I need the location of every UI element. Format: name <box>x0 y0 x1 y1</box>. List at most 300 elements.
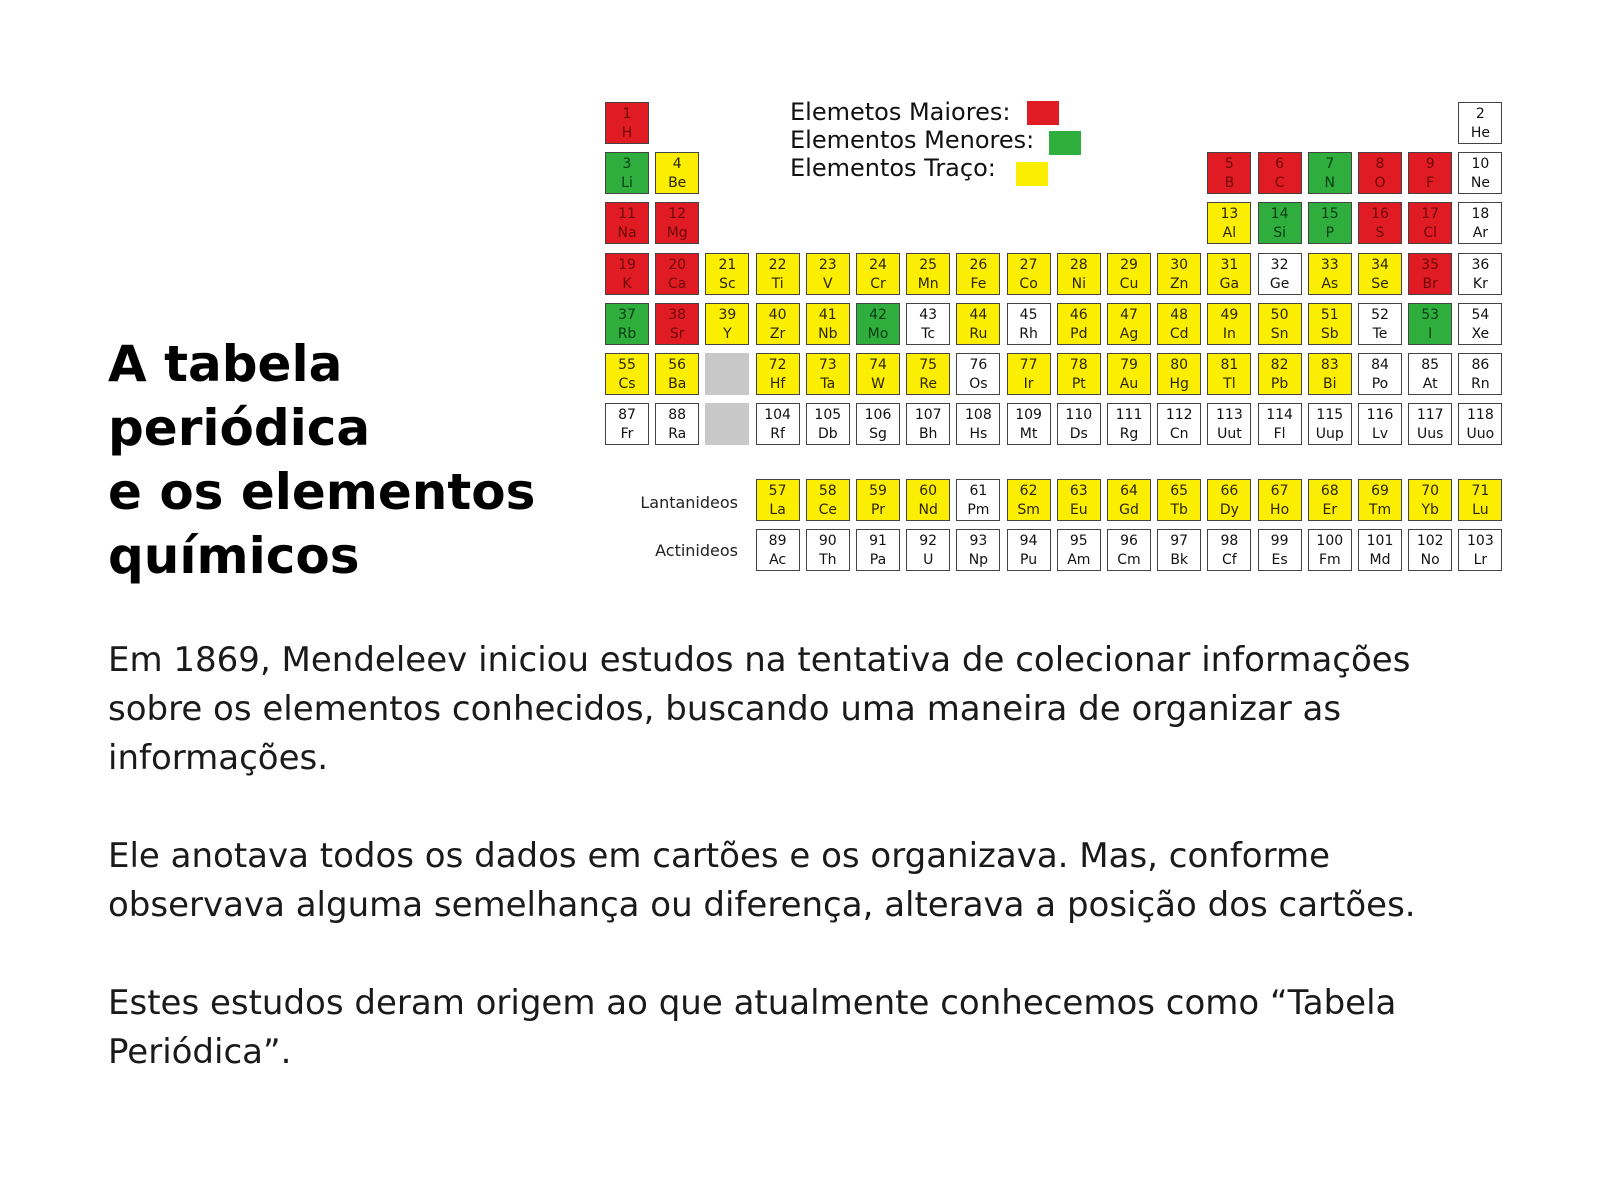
element-cell-dy <box>1207 479 1251 521</box>
element-symbol: Cd <box>1169 325 1189 342</box>
atomic-number: 37 <box>618 306 636 323</box>
element-symbol: Cn <box>1169 426 1189 443</box>
element-symbol: At <box>1422 376 1438 392</box>
element-cell-k <box>605 253 649 295</box>
atomic-number: 65 <box>1170 483 1189 499</box>
element-cell-pu <box>1007 529 1051 571</box>
element-cell-os <box>956 353 1000 395</box>
element-cell-nb <box>806 303 850 345</box>
title-line: A tabela <box>108 335 343 393</box>
element-cell-rn <box>1458 353 1502 395</box>
element-symbol: Br <box>1422 275 1438 292</box>
element-cell-rh <box>1007 303 1051 345</box>
atomic-number: 6 <box>1275 156 1285 173</box>
element-cell-bh <box>906 403 950 445</box>
element-symbol: Os <box>969 376 988 392</box>
series-placeholder-cell <box>705 403 749 445</box>
element-cell-cu <box>1107 253 1151 295</box>
element-symbol: As <box>1321 275 1339 292</box>
element-cell-sr <box>655 303 699 345</box>
element-symbol: Np <box>968 551 989 568</box>
element-cell-b <box>1207 152 1251 194</box>
atomic-number: 2 <box>1475 106 1485 122</box>
paragraph: Em 1869, Mendeleev iniciou estudos na tentativa de colecionar informações sobre os elementos conhecidos, buscando uma maneira de organizar as informações. <box>108 640 1411 778</box>
element-symbol: Y <box>723 325 732 342</box>
atomic-number: 54 <box>1471 306 1490 323</box>
atomic-number: 77 <box>1019 357 1038 373</box>
element-cell-as <box>1308 253 1352 295</box>
element-symbol: Au <box>1119 376 1139 392</box>
atomic-number: 13 <box>1220 206 1239 223</box>
element-cell-bi <box>1308 353 1352 395</box>
element-cell-in <box>1207 303 1251 345</box>
element-symbol: Rf <box>770 426 785 443</box>
atomic-number: 71 <box>1471 483 1490 499</box>
element-symbol: Pm <box>967 502 990 518</box>
element-symbol: Es <box>1271 551 1288 568</box>
element-symbol: Lv <box>1371 426 1389 443</box>
element-cell-cm <box>1107 529 1151 571</box>
atomic-number: 74 <box>869 357 887 373</box>
atomic-number: 73 <box>818 357 837 373</box>
element-cell-tm <box>1358 479 1402 521</box>
atomic-number: 9 <box>1425 156 1435 173</box>
element-symbol: Li <box>621 175 633 192</box>
atomic-number: 12 <box>668 206 687 223</box>
legend-label: Elementos Traço: <box>790 154 996 182</box>
element-symbol: Th <box>819 551 837 568</box>
element-symbol: Ge <box>1269 275 1290 292</box>
element-symbol: Lu <box>1472 502 1489 518</box>
element-cell-mt <box>1007 403 1051 445</box>
element-symbol: Rb <box>617 325 637 342</box>
element-cell-au <box>1107 353 1151 395</box>
element-symbol: Na <box>617 225 637 242</box>
element-symbol: O <box>1374 175 1386 192</box>
element-symbol: Ra <box>668 426 687 443</box>
atomic-number: 26 <box>969 256 988 273</box>
atomic-number: 3 <box>622 156 632 173</box>
element-cell-pa <box>856 529 900 571</box>
legend-label: Elementos Menores: <box>790 126 1035 154</box>
body-text <box>108 636 1508 1126</box>
atomic-number: 78 <box>1069 357 1088 373</box>
element-cell-np <box>956 529 1000 571</box>
atomic-number: 8 <box>1375 156 1385 173</box>
atomic-number: 7 <box>1325 156 1335 173</box>
element-symbol: Ni <box>1071 275 1086 292</box>
element-symbol: N <box>1324 175 1336 192</box>
atomic-number: 49 <box>1220 306 1239 323</box>
atomic-number: 15 <box>1320 206 1339 223</box>
atomic-number: 38 <box>668 306 687 323</box>
atomic-number: 22 <box>768 256 787 273</box>
atomic-number: 94 <box>1019 532 1038 549</box>
element-cell-ti <box>756 253 800 295</box>
element-symbol: Ne <box>1470 175 1490 192</box>
atomic-number: 18 <box>1471 206 1490 223</box>
element-symbol: Sr <box>669 325 685 342</box>
atomic-number: 16 <box>1371 206 1389 223</box>
element-symbol: Sg <box>869 426 887 443</box>
atomic-number: 110 <box>1065 407 1093 424</box>
element-cell-al <box>1207 202 1251 244</box>
atomic-number: 44 <box>969 306 988 323</box>
element-symbol: La <box>769 502 786 518</box>
element-symbol: Ir <box>1023 376 1034 392</box>
element-cell-o <box>1358 152 1402 194</box>
element-symbol: Dy <box>1219 502 1239 518</box>
atomic-number: 113 <box>1216 407 1243 424</box>
element-symbol: Cu <box>1119 275 1139 292</box>
element-cell-pd <box>1057 303 1101 345</box>
atomic-number: 81 <box>1220 357 1239 373</box>
element-symbol: Sc <box>719 275 736 292</box>
atomic-number: 76 <box>969 357 988 373</box>
element-cell-be <box>655 152 699 194</box>
atomic-number: 105 <box>814 407 842 424</box>
element-cell-eu <box>1057 479 1101 521</box>
element-cell-se <box>1358 253 1402 295</box>
element-cell-kr <box>1458 253 1502 295</box>
atomic-number: 10 <box>1471 156 1490 173</box>
atomic-number: 93 <box>969 532 988 549</box>
atomic-number: 31 <box>1220 256 1239 273</box>
element-cell-y <box>705 303 749 345</box>
element-symbol: Si <box>1273 225 1286 242</box>
element-cell-ne <box>1458 152 1502 194</box>
element-cell-li <box>605 152 649 194</box>
element-cell-ds <box>1057 403 1101 445</box>
element-symbol: Co <box>1019 275 1038 292</box>
element-cell-pr <box>856 479 900 521</box>
title-line: periódica <box>108 399 371 457</box>
element-symbol: Cf <box>1222 551 1237 568</box>
atomic-number: 32 <box>1270 256 1289 273</box>
atomic-number: 28 <box>1069 256 1088 273</box>
element-cell-mg <box>655 202 699 244</box>
atomic-number: 56 <box>668 357 687 373</box>
element-symbol: Ti <box>771 275 784 292</box>
element-symbol: Uup <box>1315 426 1344 443</box>
element-symbol: Mg <box>666 225 688 242</box>
atomic-number: 55 <box>618 357 636 373</box>
atomic-number: 117 <box>1416 407 1444 424</box>
element-cell-n <box>1308 152 1352 194</box>
element-cell-gd <box>1107 479 1151 521</box>
element-symbol: W <box>871 376 885 392</box>
atomic-number: 25 <box>919 256 938 273</box>
element-symbol: Ca <box>668 275 687 292</box>
atomic-number: 14 <box>1270 206 1289 223</box>
element-cell-ga <box>1207 253 1251 295</box>
element-cell-ca <box>655 253 699 295</box>
atomic-number: 42 <box>869 306 887 323</box>
element-symbol: Hs <box>969 426 988 443</box>
atomic-number: 91 <box>869 532 887 549</box>
element-cell-tl <box>1207 353 1251 395</box>
atomic-number: 111 <box>1115 407 1143 424</box>
atomic-number: 43 <box>919 306 938 323</box>
element-symbol: Db <box>817 426 838 443</box>
element-symbol: Be <box>668 175 687 192</box>
element-symbol: Tm <box>1368 502 1392 518</box>
atomic-number: 109 <box>1015 407 1042 424</box>
element-cell-c <box>1258 152 1302 194</box>
element-symbol: K <box>622 275 632 292</box>
atomic-number: 1 <box>622 106 632 122</box>
element-cell-pt <box>1057 353 1101 395</box>
element-cell-ru <box>956 303 1000 345</box>
atomic-number: 11 <box>618 206 636 223</box>
atomic-number: 40 <box>768 306 787 323</box>
element-cell-cr <box>856 253 900 295</box>
element-cell-w <box>856 353 900 395</box>
element-cell-sb <box>1308 303 1352 345</box>
element-cell-cf <box>1207 529 1251 571</box>
atomic-number: 4 <box>672 156 682 173</box>
atomic-number: 68 <box>1320 483 1339 499</box>
element-symbol: Sb <box>1320 325 1339 342</box>
atomic-number: 52 <box>1371 306 1389 323</box>
element-cell-la <box>756 479 800 521</box>
element-cell-lu <box>1458 479 1502 521</box>
title-line: e os elementos <box>108 463 536 521</box>
element-symbol: Lr <box>1473 551 1488 568</box>
element-cell-fl <box>1258 403 1302 445</box>
element-symbol: Ag <box>1119 325 1139 342</box>
element-symbol: Yb <box>1421 502 1439 518</box>
atomic-number: 21 <box>718 256 737 273</box>
actinides-label: Actinideos <box>655 541 738 560</box>
lanthanides-label: Lantanideos <box>640 493 738 512</box>
atomic-number: 61 <box>969 483 988 499</box>
element-cell-no <box>1408 529 1452 571</box>
element-cell-am <box>1057 529 1101 571</box>
atomic-number: 50 <box>1270 306 1289 323</box>
element-cell-bk <box>1157 529 1201 571</box>
element-symbol: Cr <box>870 275 886 292</box>
element-symbol: Pu <box>1020 551 1038 568</box>
element-cell-ar <box>1458 202 1502 244</box>
element-symbol: H <box>621 125 633 141</box>
atomic-number: 63 <box>1069 483 1088 499</box>
element-cell-na <box>605 202 649 244</box>
legend-major <box>790 98 1010 126</box>
element-cell-re <box>906 353 950 395</box>
atomic-number: 60 <box>919 483 938 499</box>
element-symbol: Ta <box>820 376 836 392</box>
atomic-number: 85 <box>1421 357 1440 373</box>
element-symbol: Xe <box>1471 325 1490 342</box>
element-cell-u <box>906 529 950 571</box>
atomic-number: 102 <box>1416 532 1444 549</box>
element-symbol: In <box>1222 325 1236 342</box>
element-cell-mn <box>906 253 950 295</box>
element-cell-f <box>1408 152 1452 194</box>
element-cell-p <box>1308 202 1352 244</box>
element-cell-tb <box>1157 479 1201 521</box>
element-cell-ra <box>655 403 699 445</box>
atomic-number: 48 <box>1170 306 1189 323</box>
atomic-number: 72 <box>768 357 787 373</box>
atomic-number: 64 <box>1120 483 1138 499</box>
atomic-number: 33 <box>1320 256 1339 273</box>
element-symbol: Tb <box>1170 502 1188 518</box>
element-symbol: Rn <box>1471 376 1490 392</box>
element-symbol: Al <box>1222 225 1237 242</box>
element-symbol: Tc <box>921 325 936 342</box>
element-cell-hg <box>1157 353 1201 395</box>
element-symbol: Mn <box>917 275 939 292</box>
title-line: químicos <box>108 527 360 585</box>
element-symbol: S <box>1375 225 1385 242</box>
atomic-number: 114 <box>1266 407 1293 424</box>
element-cell-fr <box>605 403 649 445</box>
paragraph: Ele anotava todos os dados em cartões e os organizava. Mas, conforme observava alguma semelhança ou diferença, alterava a posição dos cartões. <box>108 836 1416 925</box>
atomic-number: 84 <box>1371 357 1389 373</box>
element-symbol: Eu <box>1069 502 1088 518</box>
element-cell-ni <box>1057 253 1101 295</box>
element-cell-fe <box>956 253 1000 295</box>
atomic-number: 57 <box>768 483 787 499</box>
atomic-number: 67 <box>1270 483 1289 499</box>
element-cell-xe <box>1458 303 1502 345</box>
legend-label: Elemetos Maiores: <box>790 98 1011 126</box>
atomic-number: 35 <box>1421 256 1440 273</box>
element-cell-uuo <box>1458 403 1502 445</box>
element-cell-th <box>806 529 850 571</box>
legend-trace <box>790 154 996 182</box>
element-symbol: Sm <box>1017 502 1040 518</box>
element-cell-br <box>1408 253 1452 295</box>
atomic-number: 104 <box>764 407 791 424</box>
atomic-number: 96 <box>1120 532 1138 549</box>
element-cell-at <box>1408 353 1452 395</box>
element-cell-pm <box>956 479 1000 521</box>
element-symbol: Te <box>1372 325 1388 342</box>
atomic-number: 70 <box>1421 483 1440 499</box>
legend-swatch-minor <box>1049 131 1081 155</box>
element-cell-cd <box>1157 303 1201 345</box>
atomic-number: 36 <box>1471 256 1490 273</box>
atomic-number: 34 <box>1371 256 1389 273</box>
element-symbol: He <box>1470 125 1490 141</box>
atomic-number: 116 <box>1366 407 1394 424</box>
atomic-number: 39 <box>718 306 737 323</box>
element-symbol: Pt <box>1071 376 1086 392</box>
element-symbol: Pa <box>869 551 887 568</box>
element-cell-he <box>1458 102 1502 144</box>
element-symbol: Bh <box>918 426 938 443</box>
element-symbol: B <box>1224 175 1235 192</box>
legend-swatch-major <box>1027 101 1059 125</box>
element-cell-ac <box>756 529 800 571</box>
element-cell-ag <box>1107 303 1151 345</box>
element-cell-si <box>1258 202 1302 244</box>
atomic-number: 100 <box>1316 532 1344 549</box>
element-symbol: Hf <box>769 376 786 392</box>
atomic-number: 27 <box>1019 256 1038 273</box>
atomic-number: 87 <box>618 407 636 424</box>
atomic-number: 118 <box>1467 407 1494 424</box>
element-symbol: Cs <box>618 376 636 392</box>
element-cell-sc <box>705 253 749 295</box>
element-symbol: I <box>1428 325 1433 342</box>
element-symbol: Cm <box>1117 551 1141 568</box>
element-symbol: U <box>923 551 934 568</box>
atomic-number: 75 <box>919 357 938 373</box>
atomic-number: 108 <box>965 407 992 424</box>
atomic-number: 20 <box>668 256 687 273</box>
element-symbol: Tl <box>1223 376 1236 392</box>
element-cell-db <box>806 403 850 445</box>
element-cell-i <box>1408 303 1452 345</box>
element-cell-tc <box>906 303 950 345</box>
element-cell-uus <box>1408 403 1452 445</box>
element-symbol: Uuo <box>1466 426 1495 443</box>
element-symbol: Nd <box>918 502 938 518</box>
atomic-number: 46 <box>1069 306 1088 323</box>
element-symbol: Sn <box>1270 325 1289 342</box>
element-cell-uut <box>1207 403 1251 445</box>
element-symbol: Ho <box>1270 502 1290 518</box>
atomic-number: 99 <box>1270 532 1289 549</box>
legend-swatch-trace <box>1016 162 1048 186</box>
element-cell-h <box>605 102 649 144</box>
element-cell-sm <box>1007 479 1051 521</box>
atomic-number: 86 <box>1471 357 1490 373</box>
atomic-number: 51 <box>1320 306 1339 323</box>
element-cell-sn <box>1258 303 1302 345</box>
element-symbol: V <box>823 275 833 292</box>
element-cell-po <box>1358 353 1402 395</box>
atomic-number: 45 <box>1019 306 1038 323</box>
element-cell-lv <box>1358 403 1402 445</box>
element-symbol: Rh <box>1019 325 1038 342</box>
element-cell-sg <box>856 403 900 445</box>
atomic-number: 41 <box>818 306 837 323</box>
atomic-number: 92 <box>919 532 938 549</box>
element-cell-zr <box>756 303 800 345</box>
element-symbol: Am <box>1067 551 1091 568</box>
element-symbol: Re <box>919 376 938 392</box>
element-cell-rf <box>756 403 800 445</box>
atomic-number: 47 <box>1120 306 1138 323</box>
element-cell-nd <box>906 479 950 521</box>
element-symbol: Fe <box>970 275 987 292</box>
atomic-number: 107 <box>914 407 942 424</box>
atomic-number: 89 <box>768 532 787 549</box>
element-symbol: Md <box>1369 551 1391 568</box>
element-symbol: Gd <box>1119 502 1139 518</box>
element-cell-hf <box>756 353 800 395</box>
atomic-number: 58 <box>818 483 837 499</box>
element-cell-fm <box>1308 529 1352 571</box>
element-cell-pb <box>1258 353 1302 395</box>
element-symbol: Pr <box>871 502 885 518</box>
atomic-number: 53 <box>1421 306 1440 323</box>
atomic-number: 80 <box>1170 357 1189 373</box>
element-symbol: No <box>1420 551 1440 568</box>
element-cell-v <box>806 253 850 295</box>
element-cell-rb <box>605 303 649 345</box>
atomic-number: 95 <box>1069 532 1088 549</box>
element-symbol: Zr <box>769 325 786 342</box>
element-cell-s <box>1358 202 1402 244</box>
atomic-number: 66 <box>1220 483 1239 499</box>
atomic-number: 82 <box>1270 357 1289 373</box>
